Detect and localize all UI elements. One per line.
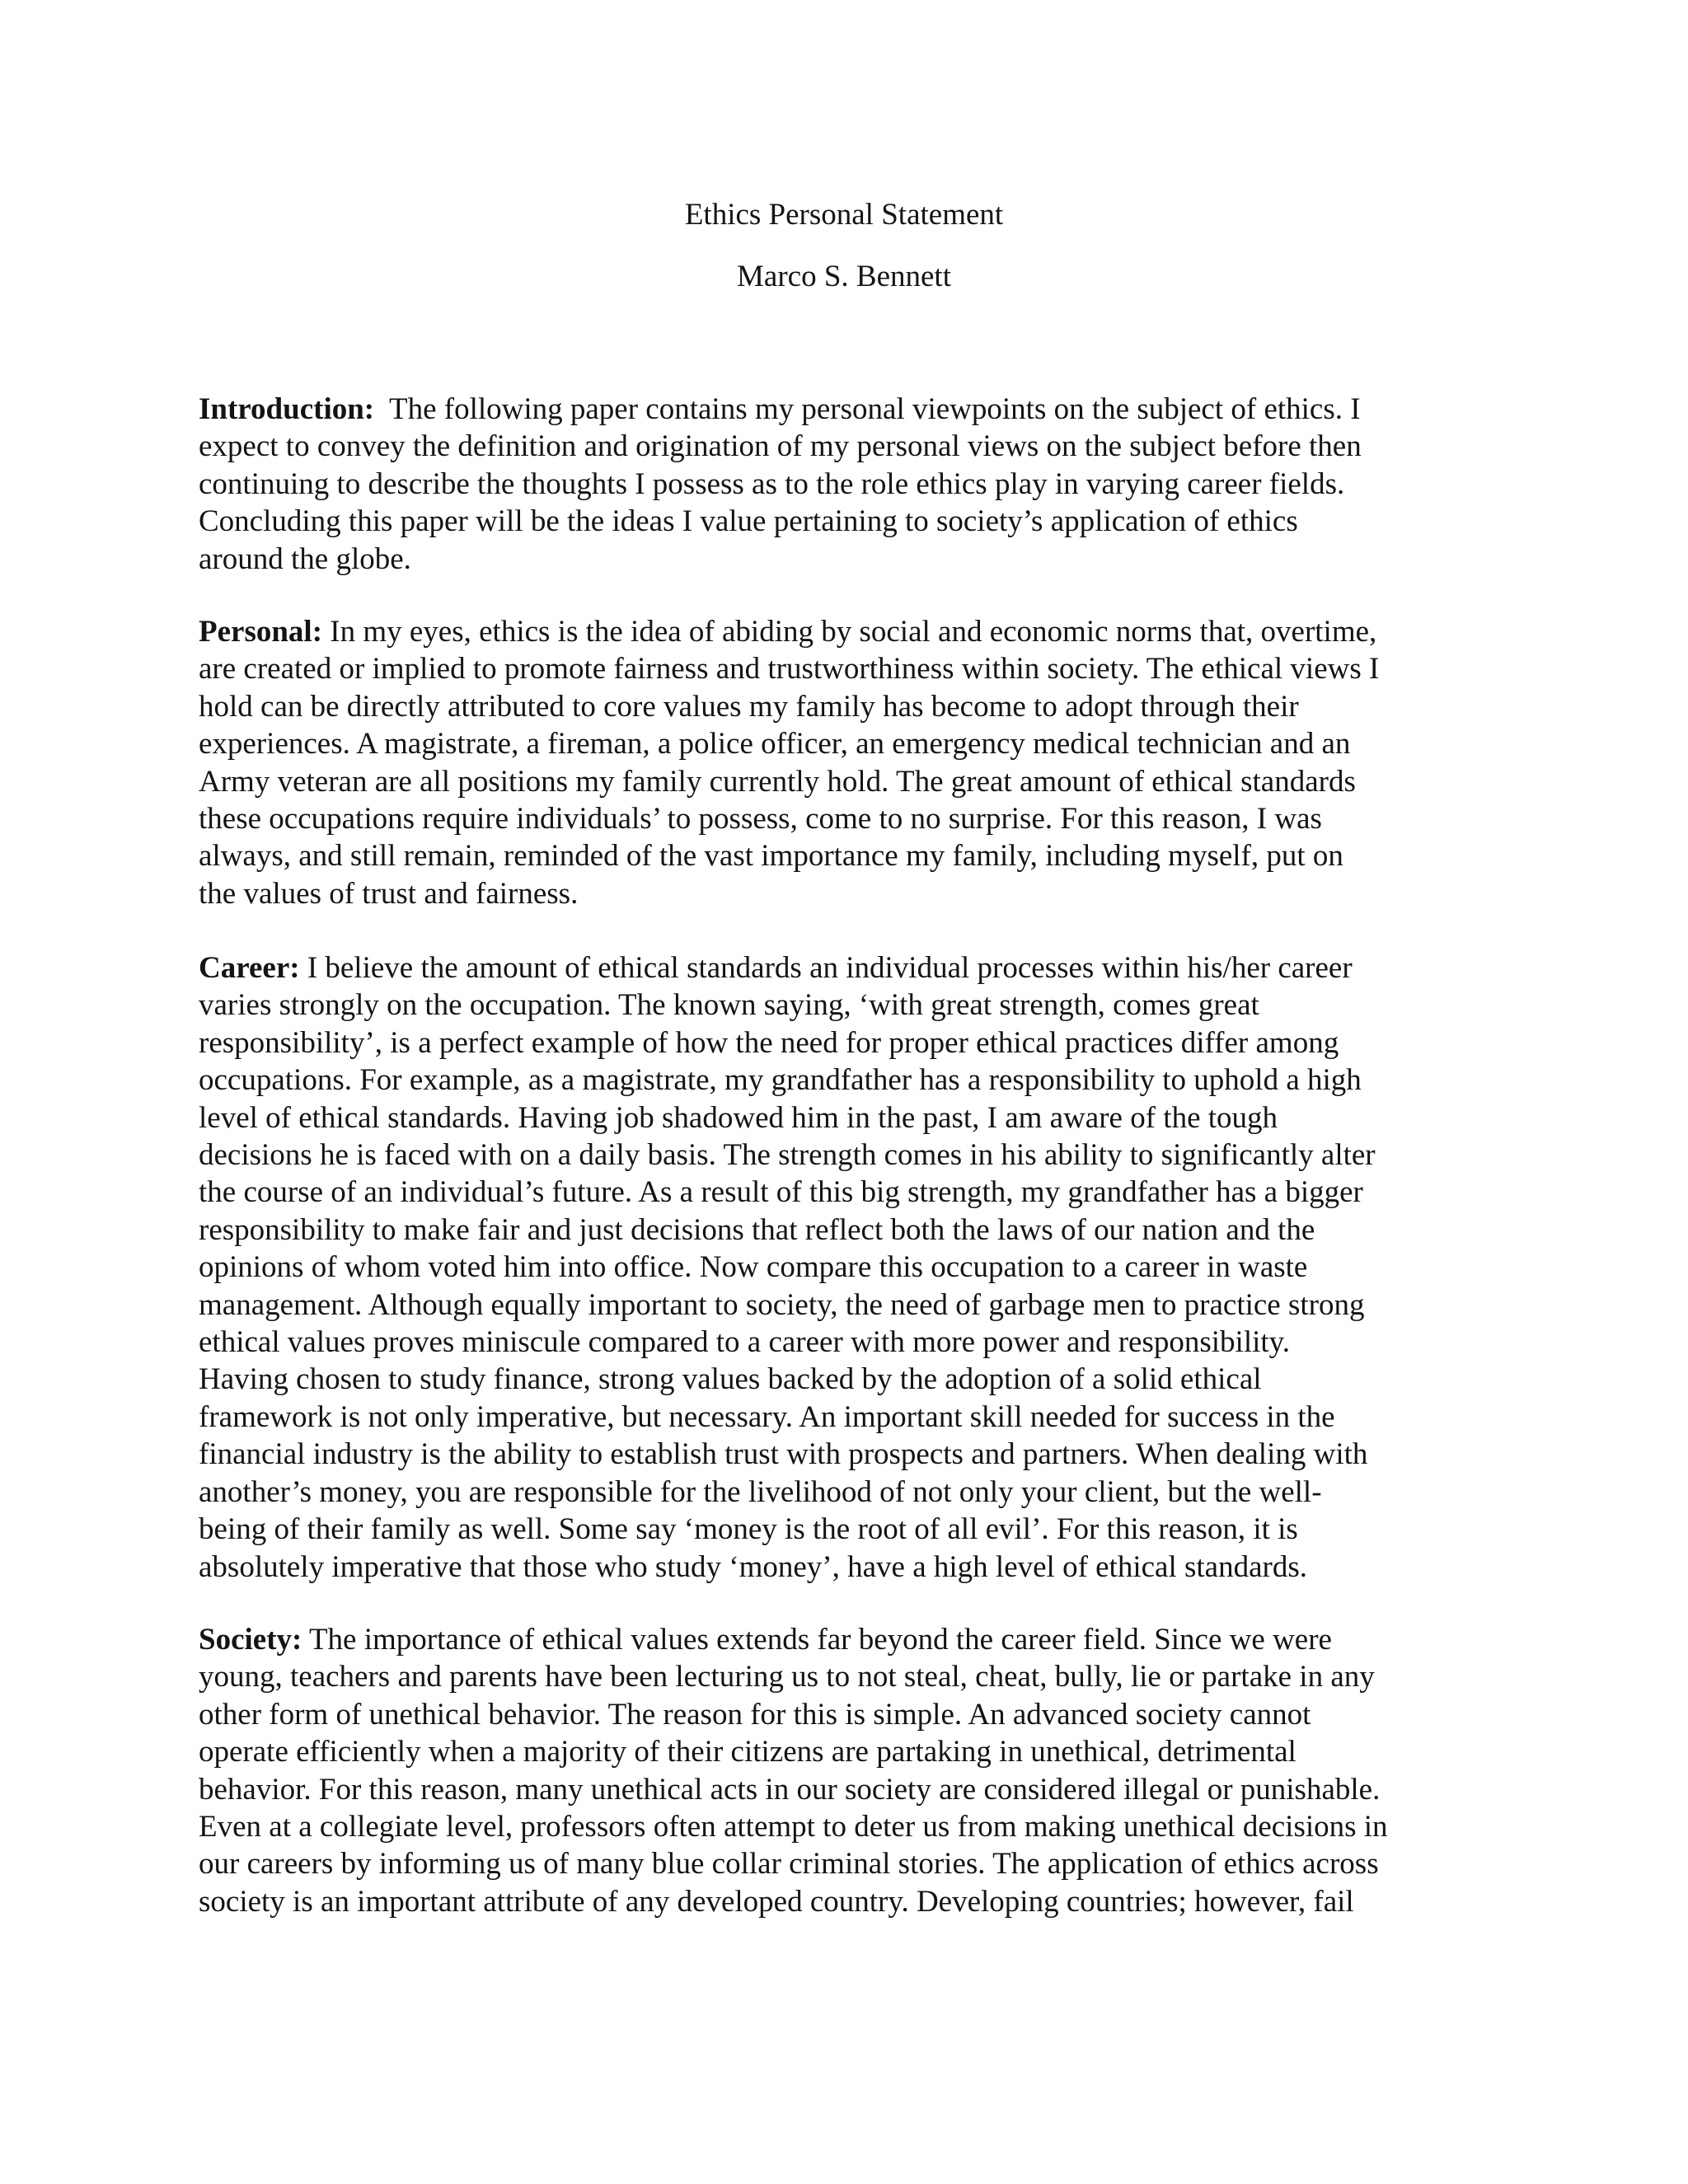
paragraph-text: The importance of ethical values extends far beyond the career field. Since we were xyxy=(308,1623,1332,1657)
paragraph-line: these occupations require individuals’ to possess, come to no surprise. For this reason, I was xyxy=(199,802,1322,837)
section-label: Society: xyxy=(199,1623,302,1657)
paragraph-line: the course of an individual’s future. As a result of this big strength, my grandfather has a bigger xyxy=(199,1175,1363,1210)
paragraph-line: always, and still remain, reminded of the vast importance my family, including myself, put on xyxy=(199,839,1343,874)
paragraph-line: Concluding this paper will be the ideas I value pertaining to society’s application of ethics xyxy=(199,504,1298,539)
section-label: Introduction: xyxy=(199,392,375,426)
section-personal xyxy=(199,613,1493,912)
document-title: Ethics Personal Statement xyxy=(684,198,1004,232)
paragraph-line: behavior. For this reason, many unethical acts in our society are considered illegal or punishable. xyxy=(199,1772,1381,1807)
paragraph-line: hold can be directly attributed to core values my family has become to adopt through their xyxy=(199,689,1299,724)
paragraph-text: I believe the amount of ethical standards an individual processes within his/her career xyxy=(307,951,1353,985)
paragraph-line: operate efficiently when a majority of their citizens are partaking in unethical, detrimental xyxy=(199,1735,1296,1769)
paragraph-line xyxy=(199,949,1493,987)
paragraph-line: around the globe. xyxy=(199,541,411,576)
paragraph-line: Army veteran are all positions my family currently hold. The great amount of ethical standards xyxy=(199,764,1356,799)
paragraph-line: decisions he is faced with on a daily basis. The strength comes in his ability to significantly alter xyxy=(199,1138,1376,1173)
paragraph-line: Having chosen to study finance, strong values backed by the adoption of a solid ethical xyxy=(199,1362,1262,1397)
paragraph-line: are created or implied to promote fairness and trustworthiness within society. The ethical views I xyxy=(199,652,1380,687)
paragraph-line: responsibility’, is a perfect example of how the need for proper ethical practices differ among xyxy=(199,1025,1339,1060)
paragraph-line: financial industry is the ability to establish trust with prospects and partners. When dealing with xyxy=(199,1437,1368,1472)
paragraph-line: young, teachers and parents have been lecturing us to not steal, cheat, bully, lie or partake in any xyxy=(199,1660,1375,1694)
paragraph-line xyxy=(199,613,1493,650)
section-label: Career: xyxy=(199,951,300,985)
paragraph-text: The following paper contains my personal viewpoints on the subject of ethics. I xyxy=(388,392,1361,426)
paragraph-line: our careers by informing us of many blue collar criminal stories. The application of ethics across xyxy=(199,1847,1379,1882)
paragraph-line: experiences. A magistrate, a fireman, a police officer, an emergency medical technician and an xyxy=(199,727,1351,762)
paragraph-line: framework is not only imperative, but necessary. An important skill needed for success in the xyxy=(199,1399,1335,1434)
paragraph-line: another’s money, you are responsible for the livelihood of not only your client, but the well- xyxy=(199,1474,1322,1509)
section-introduction xyxy=(199,391,1493,578)
paragraph-line: the values of trust and fairness. xyxy=(199,876,579,911)
paragraph-line: management. Although equally important to society, the need of garbage men to practice strong xyxy=(199,1287,1365,1322)
paragraph-line: absolutely imperative that those who study ‘money’, have a high level of ethical standards. xyxy=(199,1549,1307,1584)
paragraph-line: other form of unethical behavior. The reason for this is simple. An advanced society cannot xyxy=(199,1697,1311,1732)
paragraph-line: opinions of whom voted him into office. Now compare this occupation to a career in waste xyxy=(199,1250,1308,1285)
paragraph-line: society is an important attribute of any developed country. Developing countries; however, fail xyxy=(199,1884,1354,1919)
section-career xyxy=(199,949,1493,1586)
paragraph-line: expect to convey the definition and origination of my personal views on the subject before then xyxy=(199,429,1362,464)
paragraph-line: Even at a collegiate level, professors often attempt to deter us from making unethical decisions in xyxy=(199,1810,1388,1844)
paragraph-line xyxy=(199,391,1493,428)
paragraph-line: varies strongly on the occupation. The known saying, ‘with great strength, comes great xyxy=(199,988,1259,1023)
section-society xyxy=(199,1621,1493,1920)
paragraph-line: occupations. For example, as a magistrate, my grandfather has a responsibility to uphold a high xyxy=(199,1063,1362,1098)
paragraph-text: In my eyes, ethics is the idea of abiding by social and economic norms that, overtime, xyxy=(330,615,1377,649)
paragraph-line: continuing to describe the thoughts I possess as to the role ethics play in varying career fields. xyxy=(199,466,1345,501)
paragraph-line: responsibility to make fair and just decisions that reflect both the laws of our nation and the xyxy=(199,1212,1315,1247)
paragraph-line: ethical values proves miniscule compared to a career with more power and responsibility. xyxy=(199,1325,1291,1360)
paragraph-line: level of ethical standards. Having job shadowed him in the past, I am aware of the tough xyxy=(199,1100,1278,1135)
document-author: Marco S. Bennett xyxy=(737,260,951,293)
paragraph-line: being of their family as well. Some say ‘money is the root of all evil’. For this reason, it is xyxy=(199,1512,1298,1547)
section-label: Personal: xyxy=(199,615,323,649)
paragraph-line xyxy=(199,1621,1493,1658)
